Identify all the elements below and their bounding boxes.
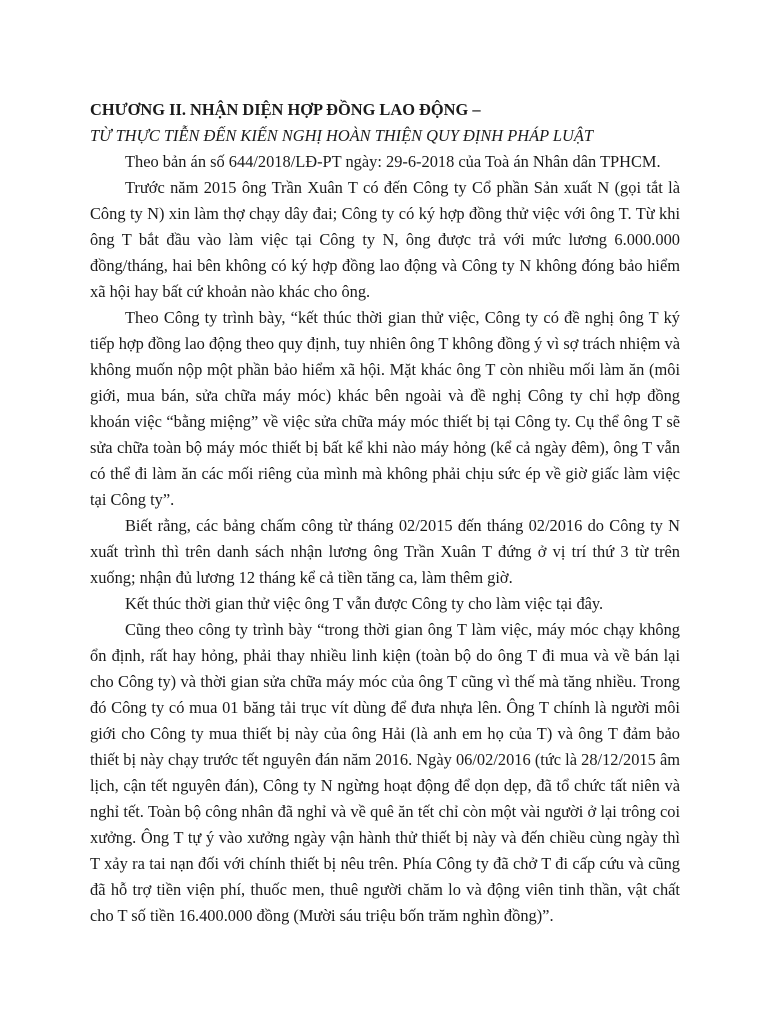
chapter-subtitle: TỪ THỰC TIỄN ĐẾN KIẾN NGHỊ HOÀN THIỆN QUY ĐỊNH PHÁP LUẬT (90, 126, 593, 145)
paragraph-employment-background: Trước năm 2015 ông Trần Xuân T có đến Công ty Cổ phần Sản xuất N (gọi tắt là Công ty N) xin làm thợ chạy dây đai; Công ty có ký hợp đồng thử việc với ông T. Từ khi ông T bắt đầu vào làm việc tại Công ty N, ông được trả với mức lương 6.000.000 đồng/tháng, hai bên không có ký hợp đồng lao động và Công ty N không đóng bảo hiểm xã hội hay bất cứ khoản nào khác cho ông. (90, 178, 680, 301)
paragraph-after-probation: Kết thúc thời gian thử việc ông T vẫn được Công ty cho làm việc tại đây. (125, 594, 604, 613)
paragraph-company-statement: Theo Công ty trình bày, “kết thúc thời gian thử việc, Công ty có đề nghị ông T ký tiếp hợp đồng lao động theo quy định, tuy nhiên ông T không đồng ý vì sợ trách nhiệm và không muốn nộp một phần bảo hiểm xã hội. Mặt khác ông T còn nhiều mối làm ăn (môi giới, mua bán, sửa chữa máy móc) khác bên ngoài và đề nghị Công ty chỉ hợp đồng khoán việc “bằng miệng” về việc sửa chữa máy móc thiết bị tại Công ty. Cụ thể ông T sẽ sửa chữa toàn bộ máy móc thiết bị bất kể khi nào máy hỏng (kể cả ngày đêm), ông T vẫn có thể đi làm ăn các mối riêng của mình mà không phải chịu sức ép về giờ giấc làm việc tại Công ty”. (90, 308, 680, 509)
paragraph-timesheets: Biết rằng, các bảng chấm công từ tháng 02/2015 đến tháng 02/2016 do Công ty N xuất trình thì trên danh sách nhận lương ông Trần Xuân T đứng ở vị trí thứ 3 từ trên xuống; nhận đủ lương 12 tháng kể cả tiền tăng ca, làm thêm giờ. (90, 516, 680, 587)
paragraph-accident-account: Cũng theo công ty trình bày “trong thời gian ông T làm việc, máy móc chạy không ổn định, rất hay hỏng, phải thay nhiều linh kiện (toàn bộ do ông T đi mua và về bán lại cho Công ty) và thời gian sửa chữa máy móc của ông T cũng vì thế mà tăng nhiều. Trong đó Công ty có mua 01 băng tải trục vít dùng để đưa nhựa lên. Ông T chính là người môi giới cho Công ty mua thiết bị này của ông Hải (là anh em họ của T) và ông T đảm bảo thiết bị này chạy trước tết nguyên đán năm 2016. Ngày 06/02/2016 (tức là 28/12/2015 âm lịch, cận tết nguyên đán), Công ty N ngừng hoạt động để dọn dẹp, đã tổ chức tất niên và nghỉ tết. Toàn bộ công nhân đã nghỉ và về quê ăn tết chỉ còn một vài người ở lại trông coi xưởng. Ông T tự ý vào xưởng ngày vận hành thử thiết bị này và đến chiều cùng ngày thì T xảy ra tai nạn đối với chính thiết bị nêu trên. Phía Công ty đã chở T đi cấp cứu và cũng đã hỗ trợ tiền viện phí, thuốc men, thuê người chăm lo và động viên tinh thần, vật chất cho T số tiền 16.400.000 đồng (Mười sáu triệu bốn trăm nghìn đồng)”. (90, 620, 680, 925)
paragraph-case-reference: Theo bản án số 644/2018/LĐ-PT ngày: 29-6-2018 của Toà án Nhân dân TPHCM. (125, 152, 661, 171)
chapter-title: CHƯƠNG II. NHẬN DIỆN HỢP ĐỒNG LAO ĐỘNG – (90, 100, 481, 119)
document-page (90, 97, 680, 929)
